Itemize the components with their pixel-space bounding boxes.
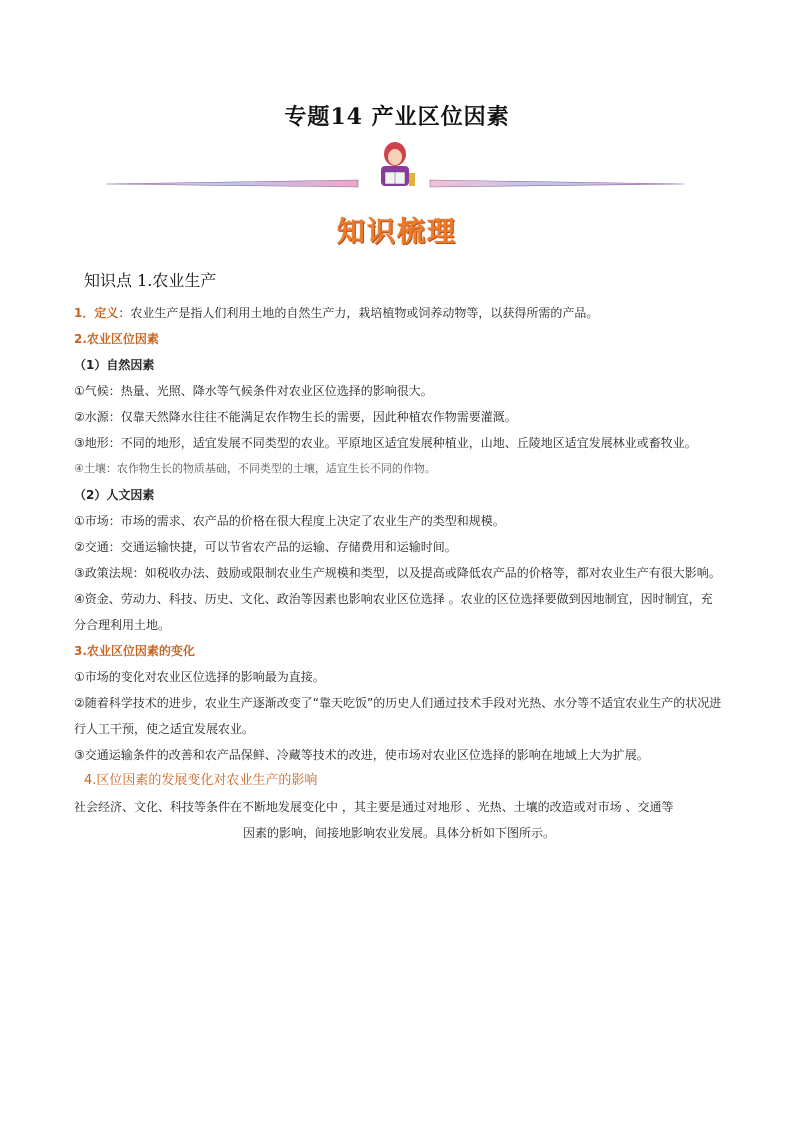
human-factors-heading: （2）人文因素 (74, 488, 155, 502)
change-item-transport: ③交通运输条件的改善和农产品保鲜、冷藏等技术的改进，使市场对农业区位选择的影响在地域上大为扩展。 (74, 748, 649, 762)
girl-reading-icon (381, 142, 415, 186)
content-body (74, 300, 724, 846)
human-item-transport: ②交通：交通运输快捷，可以节省农产品的运输、存储费用和运输时间。 (74, 540, 457, 554)
banner-right-bar (430, 180, 684, 187)
section-2-heading: 2.农业区位因素 (74, 332, 159, 346)
section-title: 知识梳理 (336, 215, 457, 248)
human-item-market: ①市场：市场的需求、农产品的价格在很大程度上决定了农业生产的类型和规模。 (74, 514, 505, 528)
change-item-market: ①市场的变化对农业区位选择的影响最为直接。 (74, 670, 325, 684)
definition-label: 1．定义 (74, 306, 119, 320)
knowledge-point-heading: 知识点 1.农业生产 (84, 271, 217, 290)
human-item-other: ④资金、劳动力、科技、历史、文化、政治等因素也影响农业区位选择 。农业的区位选择要做到因地制宜，因时制宜，充分合理利用土地。 (74, 592, 713, 632)
definition-paragraph (74, 300, 724, 326)
banner-left-bar (106, 180, 358, 187)
natural-item-terrain: ③地形：不同的地形，适宜发展不同类型的农业。平原地区适宜发展种植业，山地、丘陵地区适宜发展林业或畜牧业。 (74, 436, 697, 450)
section-3-heading: 3.农业区位因素的变化 (74, 644, 195, 658)
section-4-heading: 4.区位因素的发展变化对农业生产的影响 (84, 773, 318, 788)
section-4-text-line-2: 因素的影响，间接地影响农业发展。具体分析如下图所示。 (242, 826, 555, 840)
section-4-text-line-1: 社会经济、文化、科技等条件在不断地发展变化中 ，其主要是通过对地形 、光热、土壤的改造或对市场 、交通等 (74, 800, 674, 814)
title-banner (100, 140, 694, 192)
change-item-technology: ②随着科学技术的进步，农业生产逐渐改变了“靠天吃饭”的历史人们通过技术手段对光热、水分等不适宜农业生产的状况进行人工干预，使之适宜发展农业。 (74, 696, 722, 736)
natural-factors-heading: （1）自然因素 (74, 358, 155, 372)
natural-item-climate: ①气候：热量、光照、降水等气候条件对农业区位选择的影响很大。 (74, 384, 433, 398)
human-item-policy: ③政策法规：如税收办法、鼓励或限制农业生产规模和类型，以及提高或降低农产品的价格等，都对农业生产有很大影响。 (74, 566, 721, 580)
page-title: 专题14 产业区位因素 (284, 104, 510, 130)
natural-item-soil: ④土壤：农作物生长的物质基础，不同类型的土壤，适宜生长不同的作物。 (74, 462, 436, 475)
definition-text: ：农业生产是指人们利用土地的自然生产力，栽培植物或饲养动物等，以获得所需的产品。 (118, 306, 599, 320)
natural-item-water: ②水源：仅靠天然降水往往不能满足农作物生长的需要，因此种植农作物需要灌溉。 (74, 410, 517, 424)
